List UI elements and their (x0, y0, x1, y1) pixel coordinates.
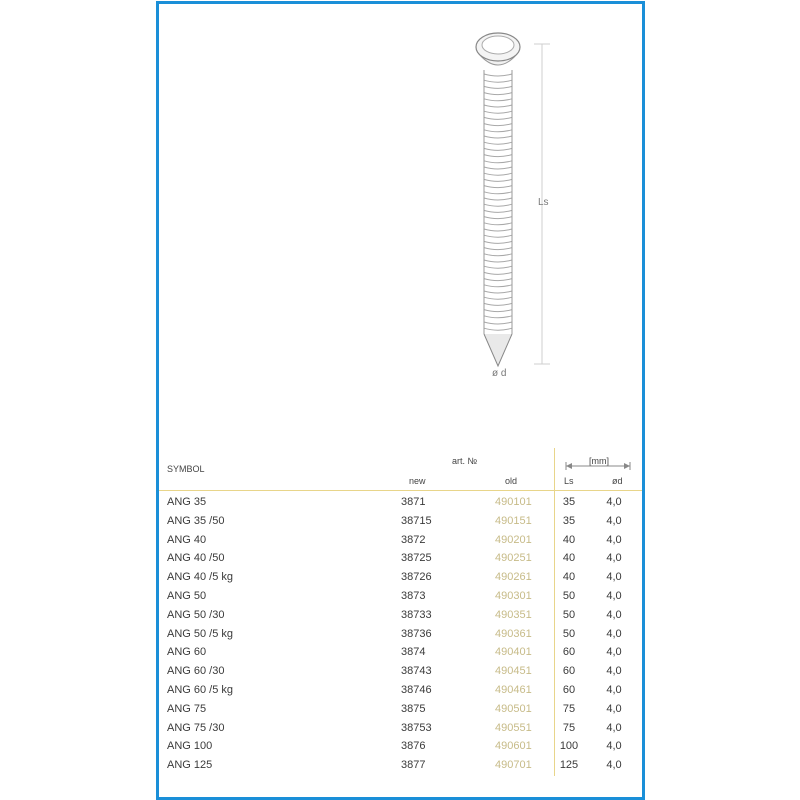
cell-od: 4,0 (606, 552, 622, 565)
cell-new-art-no: 38746 (401, 684, 432, 696)
cell-ls: 40 (562, 533, 576, 546)
table-row (159, 644, 642, 663)
cell-new-art-no: 3877 (401, 759, 426, 772)
table-row (159, 626, 642, 645)
cell-ls: 50 (562, 608, 576, 621)
header-unit: [mm] (589, 456, 609, 466)
cell-new-art-no: 38736 (401, 627, 432, 640)
cell-new-art-no: 38733 (401, 608, 432, 621)
cell-od: 4,0 (606, 571, 622, 584)
table-row (159, 494, 642, 513)
cell-ls: 40 (562, 552, 576, 565)
cell-ls: 75 (562, 721, 576, 734)
nail-shank-rings (484, 74, 512, 330)
cell-od: 4,0 (606, 627, 622, 640)
nail-point (484, 334, 512, 366)
cell-old-art-no: 490401 (495, 646, 532, 659)
unit-dimension-arrow (564, 461, 632, 471)
length-label: Ls (538, 197, 549, 208)
cell-symbol: ANG 60 (167, 646, 207, 659)
table-row (159, 738, 642, 757)
cell-symbol: ANG 60 /30 (167, 665, 225, 678)
cell-od: 4,0 (606, 740, 622, 753)
cell-new-art-no: 38715 (401, 514, 432, 527)
cell-new-art-no: 3872 (401, 533, 426, 546)
cell-ls: 40 (562, 571, 576, 584)
cell-new-art-no: 38753 (401, 721, 432, 734)
cell-ls: 125 (559, 759, 579, 772)
cell-symbol: ANG 50 (167, 590, 207, 602)
cell-new-art-no: 38743 (401, 665, 432, 678)
cell-od: 4,0 (606, 702, 622, 715)
cell-old-art-no: 490461 (495, 684, 532, 696)
table-row (159, 663, 642, 682)
cell-old-art-no: 490261 (495, 571, 532, 584)
cell-old-art-no: 490551 (495, 721, 532, 734)
cell-ls: 35 (562, 496, 576, 508)
cell-new-art-no: 38725 (401, 552, 432, 565)
table-row (159, 701, 642, 720)
table-row (159, 757, 642, 776)
header-new: new (409, 476, 426, 486)
cell-symbol: ANG 40 /50 (167, 552, 225, 565)
diameter-label: ø d (492, 368, 507, 379)
cell-ls: 60 (562, 684, 576, 696)
cell-old-art-no: 490601 (495, 740, 532, 753)
cell-symbol: ANG 60 /5 kg (167, 684, 234, 696)
cell-old-art-no: 490251 (495, 552, 532, 565)
cell-old-art-no: 490151 (495, 514, 532, 527)
cell-symbol: ANG 50 /5 kg (167, 627, 234, 640)
cell-old-art-no: 490351 (495, 608, 532, 621)
cell-old-art-no: 490361 (495, 627, 532, 640)
table-row (159, 569, 642, 588)
cell-symbol: ANG 40 (167, 533, 207, 546)
cell-old-art-no: 490301 (495, 590, 532, 602)
table-row (159, 720, 642, 739)
header-art-no: art. № (452, 456, 478, 466)
cell-old-art-no: 490101 (495, 496, 532, 508)
cell-ls: 60 (562, 646, 576, 659)
cell-od: 4,0 (606, 608, 622, 621)
cell-od: 4,0 (606, 496, 622, 508)
cell-symbol: ANG 35 /50 (167, 514, 225, 527)
cell-ls: 50 (562, 590, 576, 602)
table-row (159, 607, 642, 626)
cell-symbol: ANG 40 /5 kg (167, 571, 234, 584)
cell-old-art-no: 490701 (495, 759, 532, 772)
cell-old-art-no: 490201 (495, 533, 532, 546)
cell-symbol: ANG 100 (167, 740, 213, 753)
cell-ls: 75 (562, 702, 576, 715)
cell-symbol: ANG 35 (167, 496, 207, 508)
header-od: ød (612, 476, 623, 486)
cell-symbol: ANG 75 /30 (167, 721, 225, 734)
cell-od: 4,0 (606, 533, 622, 546)
header-ls: Ls (564, 476, 574, 486)
cell-ls: 100 (559, 740, 579, 753)
cell-new-art-no: 3874 (401, 646, 426, 659)
cell-symbol: ANG 125 (167, 759, 213, 772)
cell-old-art-no: 490501 (495, 702, 532, 715)
table-row (159, 588, 642, 607)
header-rule (159, 490, 642, 491)
header-symbol: SYMBOL (167, 464, 205, 474)
cell-od: 4,0 (606, 721, 622, 734)
cell-od: 4,0 (606, 646, 622, 659)
cell-ls: 50 (562, 627, 576, 640)
cell-od: 4,0 (606, 759, 622, 772)
nail-drawing (159, 4, 642, 444)
cell-od: 4,0 (606, 684, 622, 696)
cell-symbol: ANG 50 /30 (167, 608, 225, 621)
cell-old-art-no: 490451 (495, 665, 532, 678)
cell-od: 4,0 (606, 590, 622, 602)
table-row (159, 532, 642, 551)
table-row (159, 513, 642, 532)
cell-new-art-no: 38726 (401, 571, 432, 584)
cell-symbol: ANG 75 (167, 702, 207, 715)
cell-ls: 60 (562, 665, 576, 678)
table-row (159, 550, 642, 569)
cell-new-art-no: 3875 (401, 702, 426, 715)
cell-new-art-no: 3873 (401, 590, 426, 602)
cell-new-art-no: 3876 (401, 740, 426, 753)
document-frame (156, 1, 645, 800)
table-row (159, 682, 642, 701)
header-old: old (505, 476, 518, 486)
cell-new-art-no: 3871 (401, 496, 426, 508)
cell-od: 4,0 (606, 665, 622, 678)
cell-ls: 35 (562, 514, 576, 527)
cell-od: 4,0 (606, 514, 622, 527)
